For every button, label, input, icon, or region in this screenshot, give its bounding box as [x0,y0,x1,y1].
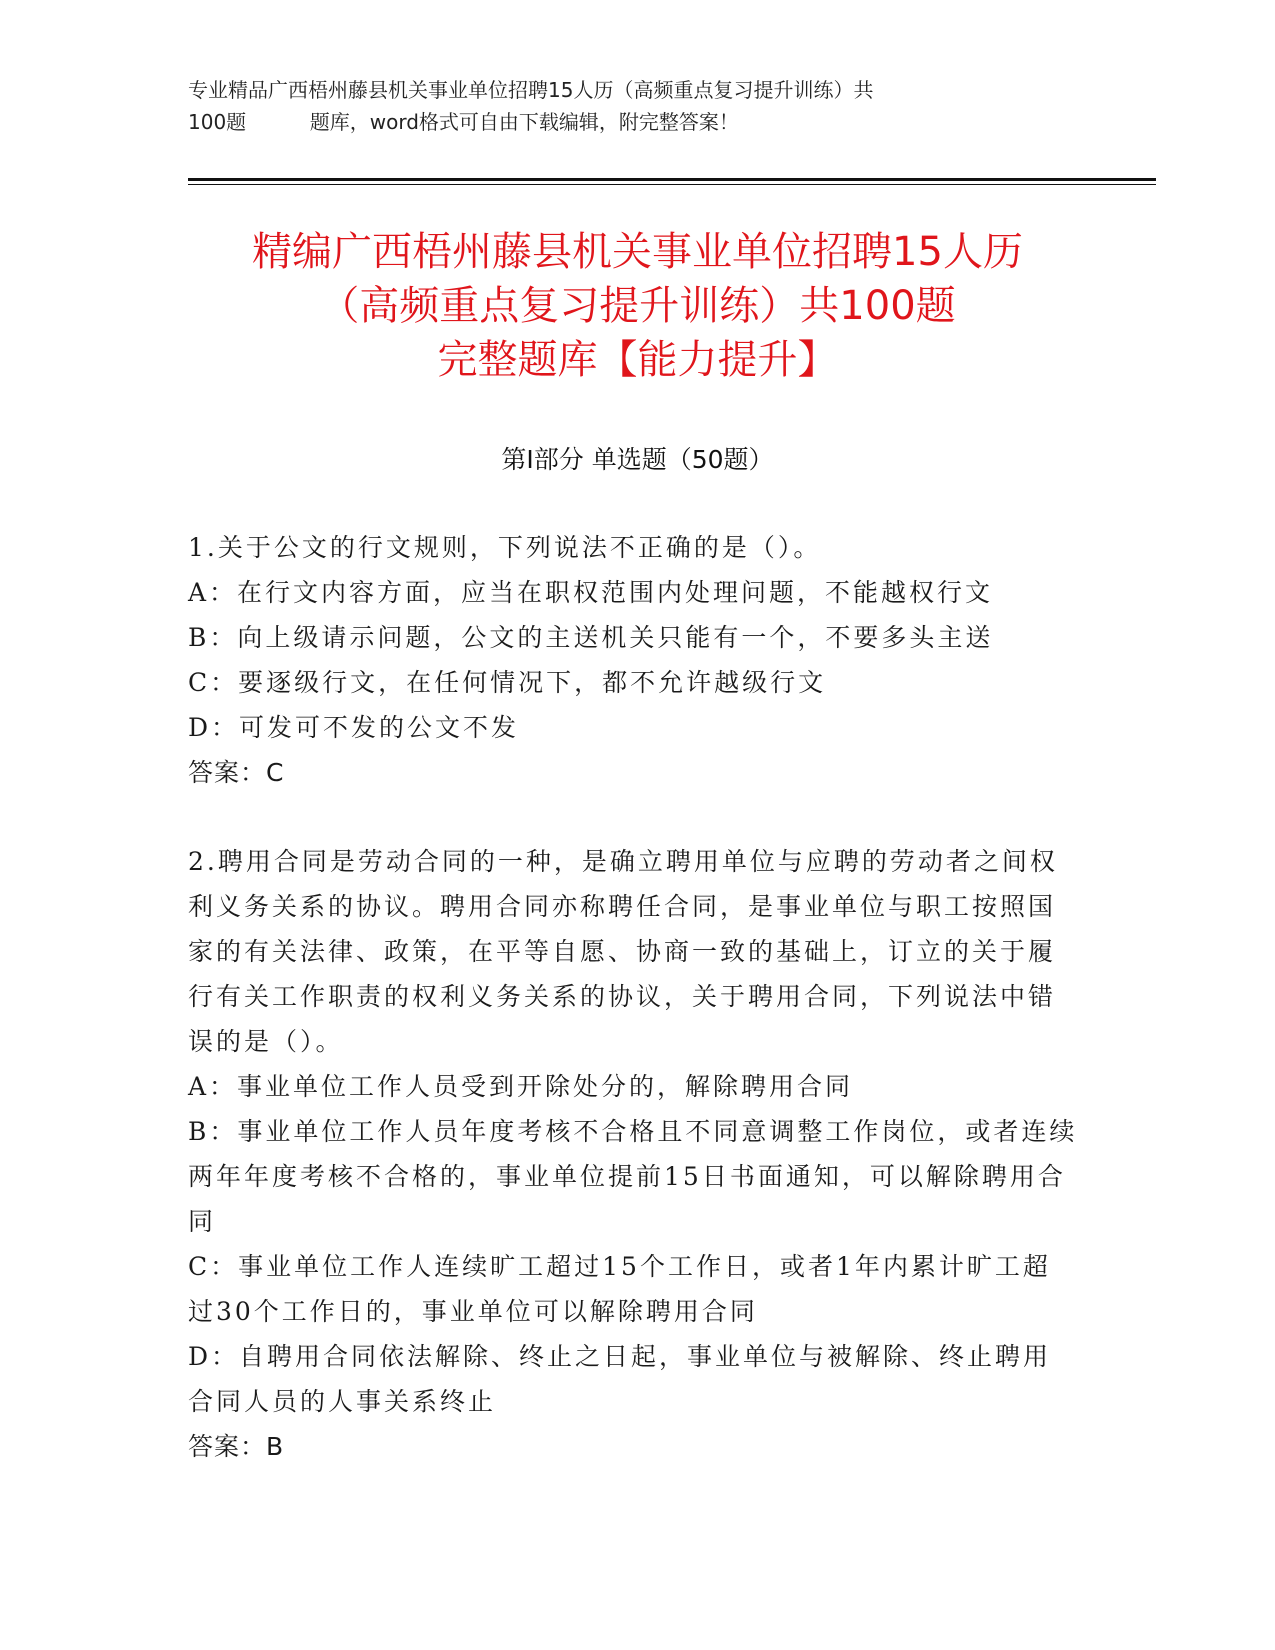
title-line-2: （高频重点复习提升训练）共100题 [319,283,956,329]
header-line-2: 100题 题库，word格式可自由下载编辑，附完整答案！ [188,110,739,134]
question-spacer [188,795,1078,839]
header-rule-thick [188,178,1156,181]
question-item [188,839,1078,1469]
option-a: A：事业单位工作人员受到开除处分的，解除聘用合同 [188,1072,854,1101]
title-line-3: 完整题库【能力提升】 [437,337,838,383]
section-heading: 第Ⅰ部分 单选题（50题） [501,445,774,474]
answer-text: 答案：B [188,1432,285,1461]
option-d: D：可发可不发的公文不发 [188,713,520,742]
option-b: B：向上级请示问题，公文的主送机关只能有一个，不要多头主送 [188,623,994,652]
page-header [188,74,1088,138]
option-c: C：事业单位工作人连续旷工超过15个工作日，或者1年内累计旷工超过30个工作日的，事业单位可以解除聘用合同 [188,1252,1051,1326]
question-item [188,525,1078,795]
answer-text: 答案：C [188,758,285,787]
header-rule-thin [188,184,1156,185]
option-a: A：在行文内容方面，应当在职权范围内处理问题，不能越权行文 [188,578,994,607]
title-line-1: 精编广西梧州藤县机关事业单位招聘15人历 [252,229,1023,275]
question-list [188,525,1078,1469]
question-stem: 1.关于公文的行文规则，下列说法不正确的是（）。 [188,533,822,562]
header-line-1: 专业精品广西梧州藤县机关事业单位招聘15人历（高频重点复习提升训练）共 [188,78,874,102]
option-c: C：要逐级行文，在任何情况下，都不允许越级行文 [188,668,827,697]
document-title [150,225,1125,387]
option-b: B：事业单位工作人员年度考核不合格且不同意调整工作岗位，或者连续两年年度考核不合格的，事业单位提前15日书面通知，可以解除聘用合同 [188,1117,1078,1236]
option-d: D：自聘用合同依法解除、终止之日起，事业单位与被解除、终止聘用合同人员的人事关系终止 [188,1342,1052,1416]
question-stem: 2.聘用合同是劳动合同的一种，是确立聘用单位与应聘的劳动者之间权利义务关系的协议。聘用合同亦称聘任合同，是事业单位与职工按照国家的有关法律、政策，在平等自愿、协商一致的基础上，订立的关于履行有关工作职责的权利义务关系的协议，关于聘用合同，下列说法中错误的是（）。 [188,847,1058,1056]
